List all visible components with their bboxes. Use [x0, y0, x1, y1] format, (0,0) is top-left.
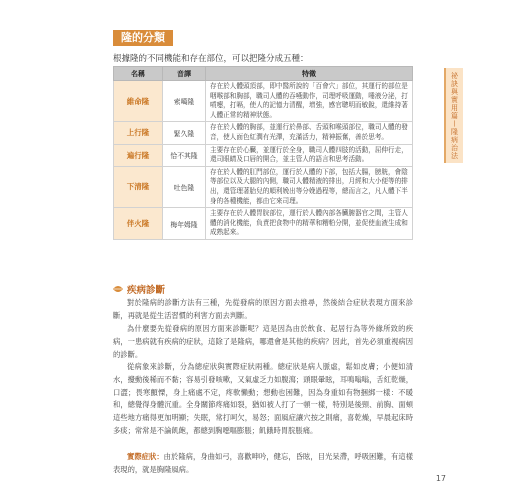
table-header-row — [114, 67, 413, 81]
paragraph-3: 從病象來診斷，分為總症狀與實際症狀兩種。總症狀是病人脈虛，鬆如皮膚；小便如清水，攪動後稀而不黏；容易引發咳嗽，又氣虛乏力如腹瀉；頭眼暈眩，耳鳴嗡嗡，舌紅乾燥，口澀；畏寒顫慄，身上痛處不定，疼軟懶動；想動也困難，因為身重如有物捆綁一樣：不暖和，總覺得身體沉重。全身關節疼痛如裂，猶如被人打了一頓一樣，特別是後頸、前胸、面頰這些地方痛得更加明顯；失眠，常打呵欠，易怒；面風症讓穴按之則痛，喜乾燥，早晨起床時多痰；常常是不論飢飽，都總到胸噁嘔膨脹；飢餓時胃脘脹痛。 — [113, 362, 413, 435]
chapter-side-tab — [444, 68, 463, 163]
side-tab-label: 祕訣與實用篇—隆病治法 — [450, 71, 459, 160]
header-name: 名稱 — [114, 67, 163, 81]
row-sound: 吐色隆 — [163, 166, 206, 207]
row-feature: 存在於人體的肛門部位，運行於人體的下部，包括大腸，膀胱，會陰等部位以及大腿的內側，職司人體精液的排出，月經和大小便等的排出，還管理著胎兒的順利娩出等分娩過程等，總而言之，凡人體下半身的各種機能，都由它來司理。 — [206, 166, 413, 207]
page-number: 17 — [435, 474, 446, 483]
intro-text: 根據隆的不同機能和存在部位，可以把隆分成五種： — [113, 54, 309, 64]
actual-symptom-text: 由於隆病，身曲如弓，喜歡呻吟，健忘，昏眩，目光呆滯，呼吸困難，有這樣表現的，就是胸隆風病。 — [113, 452, 413, 474]
table-row — [114, 81, 413, 122]
row-name: 遍行隆 — [114, 144, 163, 166]
actual-symptom-label: 實際症狀： — [127, 452, 164, 461]
table-row — [114, 144, 413, 166]
table-row — [114, 166, 413, 207]
table-row — [114, 208, 413, 240]
paragraph-2: 為什麼要先從發病的原因方面來診斷呢？這是因為由於飲食、起居行為等外緣所致的疾病，一患病就有疾病的症狀，這除了是隆病，哪還會是其他的疾病？因此，首先必須重視病因的診斷。 — [113, 324, 413, 359]
header-feature: 特徵 — [206, 67, 413, 81]
row-name: 維命隆 — [114, 81, 163, 122]
row-name: 下清隆 — [114, 166, 163, 207]
row-sound: 索噶隆 — [163, 81, 206, 122]
row-feature: 主要存在於心臟，並運行於全身，職司人體四肢的活動，屈伸行走，還司眼睛及口唇的開合，並主管人的語言和思考活動。 — [206, 144, 413, 166]
row-sound: 恰不其隆 — [163, 144, 206, 166]
paragraph-4 — [113, 451, 413, 477]
header-sound: 音譯 — [163, 67, 206, 81]
section-title: 隆的分類 — [113, 30, 173, 46]
row-feature: 存在於人體的胸部，並運行於鼻部、舌頭和喉頭部位，職司人體的發音，使人面色紅潤有光澤，充滿活力，精神振奮，善於思考。 — [206, 122, 413, 144]
row-name: 上行隆 — [114, 122, 163, 144]
row-feature: 主要存在於人體胃脘部位，運行於人體內部各臟腑器官之間，主管人體的消化機能，負責把食物中的精華和糟粕分開，並促使血液生成和成熟起來。 — [206, 208, 413, 240]
row-sound: 緊久隆 — [163, 122, 206, 144]
row-feature: 存在於人體頭頂部，即中醫所說的「百會穴」部位，其運行的部位是咽喉部和胸部，職司人體的吞嚥動作，司理呼吸運動，唾液分泌，打噴嚏，打嗝，使人的記憶力清醒，增強，感官聰明而敏銳，還維持著人體正常的精神狀態。 — [206, 81, 413, 122]
classification-table — [113, 66, 413, 240]
row-sound: 梅年姆隆 — [163, 208, 206, 240]
subsection-title: 疾病診斷 — [127, 285, 166, 296]
table-row — [114, 122, 413, 144]
row-name: 伴火隆 — [114, 208, 163, 240]
paragraph-1: 對於隆病的診斷方法有三種，先從發病的原因方面去推尋，然後結合症狀表現方面來診斷，再就是從生活習慣的利害方面去判斷。 — [113, 298, 413, 320]
leaf-icon — [113, 285, 123, 293]
subsection-heading — [113, 282, 165, 296]
